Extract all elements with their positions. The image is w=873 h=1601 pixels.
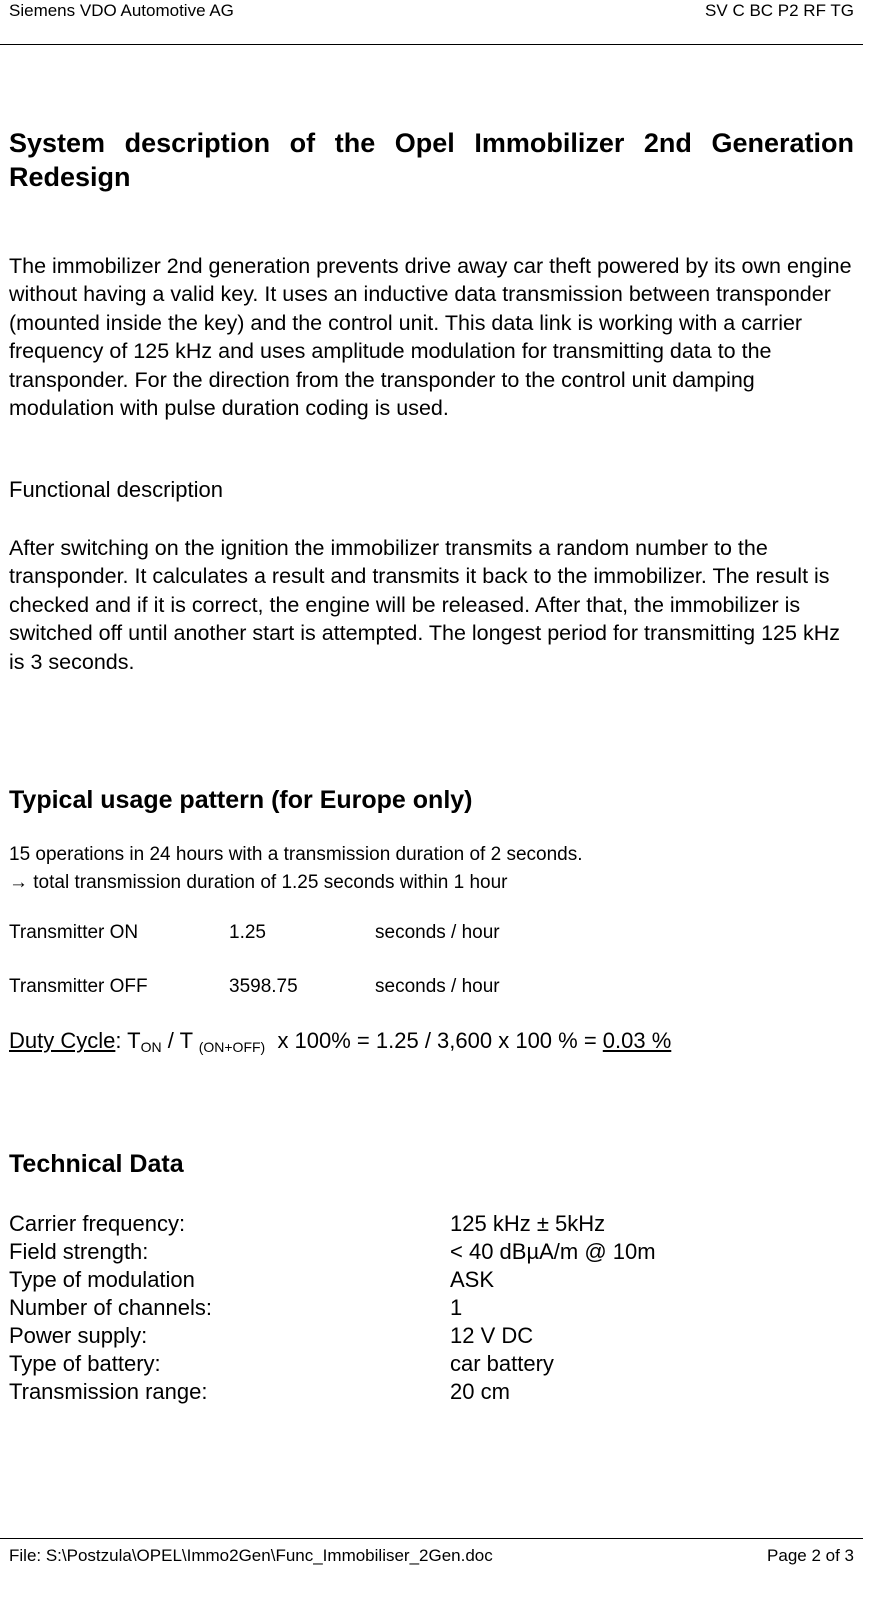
transmitter-on-unit: seconds / hour: [375, 922, 500, 943]
tech-value: ASK: [450, 1267, 495, 1292]
tech-value: 1: [450, 1295, 463, 1320]
duty-result: 0.03 %: [602, 1028, 672, 1053]
tech-row: [9, 1323, 709, 1351]
technical-heading: Technical Data: [9, 1150, 184, 1178]
tech-row: [9, 1295, 709, 1323]
duty-cycle-line: [9, 1028, 671, 1055]
tech-row: [9, 1211, 709, 1239]
functional-paragraph: After switching on the ignition the immobilizer transmits a random number to the transponder. It calculates a result and transmits it back to the immobilizer. The result is checked and if it is correct, the engine will be released. After that, the immobilizer is switched off until another start is attempted. The longest period for transmitting 125 kHz is 3 seconds.: [9, 536, 840, 674]
tech-label: Power supply:: [9, 1323, 148, 1348]
duty-formula: x 100% = 1.25 / 3,600 x 100 % =: [265, 1028, 603, 1053]
footer-file-path: File: S:\Postzula\OPEL\Immo2Gen\Func_Immobiliser_2Gen.doc: [9, 1546, 493, 1565]
duty-cycle-label: Duty Cycle: [9, 1028, 116, 1053]
tech-label: Type of modulation: [9, 1267, 195, 1292]
duty-t-total: / T: [161, 1028, 199, 1053]
tech-label: Field strength:: [9, 1239, 149, 1264]
footer-page-number: Page 2 of 3: [767, 1546, 854, 1565]
transmitter-on-value: 1.25: [229, 922, 266, 943]
functional-heading: Functional description: [9, 477, 224, 502]
usage-line-2: [9, 872, 508, 894]
duty-t-on: : T: [115, 1028, 141, 1053]
transmitter-off-value: 3598.75: [229, 976, 298, 997]
duty-sub-onoff: (ON+OFF): [198, 1039, 266, 1055]
transmitter-off-unit: seconds / hour: [375, 976, 500, 997]
tech-value: car battery: [450, 1351, 554, 1376]
tech-value: 20 cm: [450, 1379, 510, 1404]
header-company: Siemens VDO Automotive AG: [9, 1, 234, 20]
tech-row: [9, 1239, 709, 1267]
tech-value: 12 V DC: [450, 1323, 534, 1348]
intro-paragraph: The immobilizer 2nd generation prevents drive away car theft powered by its own engine without having a valid key. It uses an inductive data transmission between transponder (mounted inside the key) and the control unit. This data link is working with a carrier frequency of 125 kHz and uses amplitude modulation for transmitting data to the transponder. For the direction from the transponder to the control unit damping modulation with pulse duration coding is used.: [9, 254, 852, 421]
tech-row: [9, 1351, 709, 1379]
tech-label: Transmission range:: [9, 1379, 208, 1404]
header-rule: [0, 44, 863, 45]
document-title: System description of the Opel Immobilizer 2nd Generation Redesign: [9, 128, 854, 192]
header-doc-code: SV C BC P2 RF TG: [705, 1, 854, 20]
tech-row: [9, 1379, 709, 1407]
duty-sub-on: ON: [140, 1039, 162, 1055]
tech-label: Number of channels:: [9, 1295, 212, 1320]
tech-label: Type of battery:: [9, 1351, 161, 1376]
footer-rule: [0, 1538, 863, 1539]
arrow-icon: →: [9, 872, 28, 893]
usage-heading: Typical usage pattern (for Europe only): [9, 786, 473, 814]
tech-label: Carrier frequency:: [9, 1211, 186, 1236]
tech-value: 125 kHz ± 5kHz: [450, 1211, 606, 1236]
usage-line-1: 15 operations in 24 hours with a transmission duration of 2 seconds.: [9, 844, 583, 865]
transmitter-off-label: Transmitter OFF: [9, 976, 148, 997]
tech-value: < 40 dBµA/m @ 10m: [450, 1239, 656, 1264]
usage-line-2-text: total transmission duration of 1.25 seconds within 1 hour: [28, 872, 508, 893]
transmitter-on-label: Transmitter ON: [9, 922, 139, 943]
tech-row: [9, 1267, 709, 1295]
